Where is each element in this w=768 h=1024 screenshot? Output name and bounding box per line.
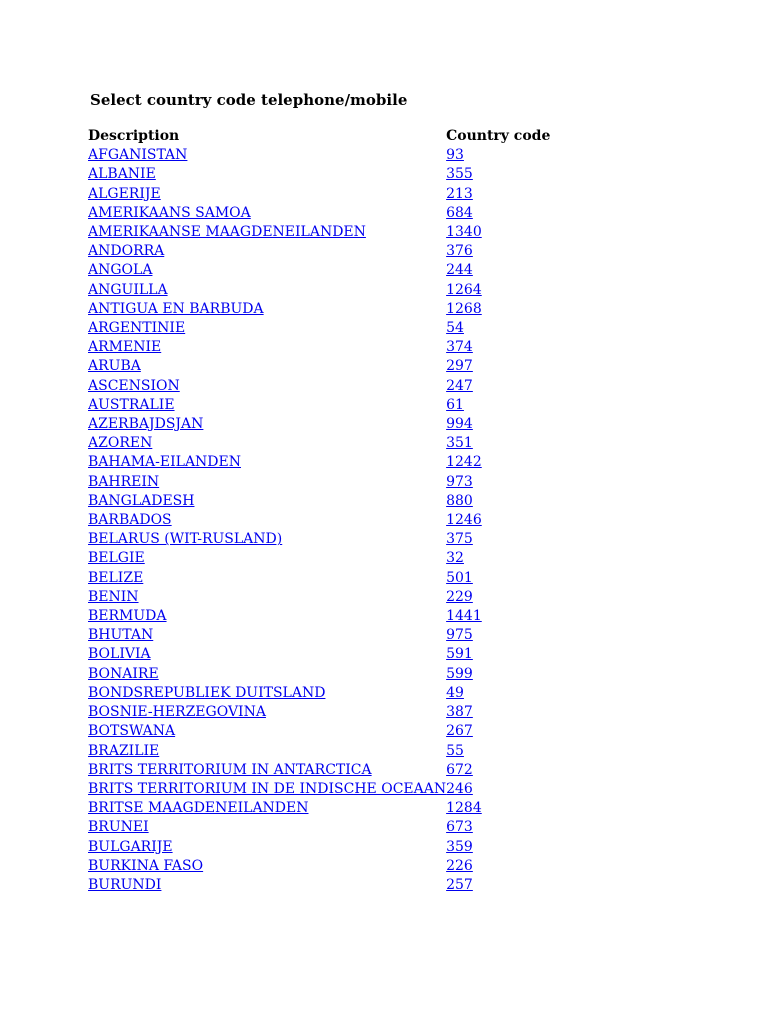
country-name-cell — [88, 799, 446, 818]
country-name-link[interactable]: BRITS TERRITORIUM IN ANTARCTICA — [88, 761, 372, 778]
country-code-link[interactable]: 375 — [446, 531, 473, 548]
table-row — [88, 761, 550, 780]
country-code-cell — [446, 281, 550, 300]
country-code-cell — [446, 838, 550, 857]
country-code-link[interactable]: 61 — [446, 396, 464, 413]
table-row — [88, 511, 550, 530]
table-row — [88, 377, 550, 396]
table-row — [88, 300, 550, 319]
country-name-cell — [88, 588, 446, 607]
country-code-cell — [446, 626, 550, 645]
country-code-link[interactable]: 55 — [446, 742, 464, 759]
country-code-cell — [446, 607, 550, 626]
country-name-cell — [88, 645, 446, 664]
country-name-link[interactable]: BENIN — [88, 588, 139, 605]
country-code-link[interactable]: 359 — [446, 838, 473, 855]
country-code-cell — [446, 415, 550, 434]
country-code-link[interactable]: 599 — [446, 665, 473, 682]
table-row — [88, 453, 550, 472]
country-code-cell — [446, 857, 550, 876]
country-name-cell — [88, 261, 446, 280]
country-code-cell — [446, 185, 550, 204]
country-name-link[interactable]: BULGARIJE — [88, 838, 173, 855]
country-name-link[interactable]: BHUTAN — [88, 627, 154, 644]
country-name-cell — [88, 684, 446, 703]
country-name-link[interactable]: BURKINA FASO — [88, 857, 204, 874]
country-code-cell — [446, 434, 550, 453]
table-header-row — [88, 127, 550, 146]
country-name-link[interactable]: BRUNEI — [88, 819, 149, 836]
country-name-cell — [88, 473, 446, 492]
country-code-link[interactable]: 374 — [446, 339, 473, 356]
country-name-link[interactable]: AMERIKAANSE MAAGDENEILANDEN — [88, 224, 366, 241]
table-row — [88, 780, 550, 799]
table-row — [88, 319, 550, 338]
country-code-link[interactable]: 32 — [446, 550, 464, 567]
table-row — [88, 185, 550, 204]
country-code-link[interactable]: 673 — [446, 819, 473, 836]
country-code-cell — [446, 473, 550, 492]
country-name-link[interactable]: BELIZE — [88, 569, 144, 586]
country-name-cell — [88, 453, 446, 472]
country-code-link[interactable]: 1246 — [446, 512, 482, 529]
country-code-cell — [446, 377, 550, 396]
country-name-cell — [88, 607, 446, 626]
table-row — [88, 204, 550, 223]
country-name-cell — [88, 300, 446, 319]
country-name-cell — [88, 492, 446, 511]
country-code-cell — [446, 319, 550, 338]
country-name-cell — [88, 626, 446, 645]
country-name-link[interactable]: ANGUILLA — [88, 281, 168, 298]
country-name-cell — [88, 857, 446, 876]
country-code-cell — [446, 761, 550, 780]
country-name-cell — [88, 357, 446, 376]
country-code-link[interactable]: 297 — [446, 358, 473, 375]
country-code-link[interactable]: 684 — [446, 204, 473, 221]
country-code-link[interactable]: 501 — [446, 569, 473, 586]
country-name-link[interactable]: ARUBA — [88, 358, 141, 375]
table-row — [88, 473, 550, 492]
country-code-link[interactable]: 246 — [446, 780, 473, 797]
country-code-cell — [446, 242, 550, 261]
country-name-link[interactable]: BONAIRE — [88, 665, 159, 682]
country-name-link[interactable]: ASCENSION — [88, 377, 180, 394]
country-name-cell — [88, 242, 446, 261]
country-code-cell — [446, 645, 550, 664]
country-code-cell — [446, 204, 550, 223]
country-code-link[interactable]: 49 — [446, 684, 464, 701]
table-row — [88, 645, 550, 664]
country-name-cell — [88, 838, 446, 857]
country-name-link[interactable]: AZOREN — [88, 435, 153, 452]
country-name-link[interactable]: AUSTRALIE — [88, 396, 175, 413]
country-code-cell — [446, 703, 550, 722]
table-row — [88, 415, 550, 434]
country-name-link[interactable]: ALBANIE — [88, 166, 156, 183]
table-row — [88, 665, 550, 684]
country-code-cell — [446, 396, 550, 415]
table-row — [88, 242, 550, 261]
country-code-cell — [446, 492, 550, 511]
country-code-cell — [446, 453, 550, 472]
country-code-link[interactable]: 1441 — [446, 608, 482, 625]
country-name-cell — [88, 780, 446, 799]
country-name-cell — [88, 377, 446, 396]
country-code-cell — [446, 665, 550, 684]
country-code-link[interactable]: 376 — [446, 243, 473, 260]
country-code-link[interactable]: 975 — [446, 627, 473, 644]
country-code-cell — [446, 261, 550, 280]
country-code-link[interactable]: 213 — [446, 185, 473, 202]
country-name-cell — [88, 165, 446, 184]
country-code-link[interactable]: 1340 — [446, 224, 482, 241]
table-row — [88, 799, 550, 818]
description-column-header: Description — [88, 128, 180, 144]
table-row — [88, 607, 550, 626]
country-name-link[interactable]: BONDSREPUBLIEK DUITSLAND — [88, 684, 326, 701]
country-code-cell — [446, 530, 550, 549]
country-name-cell — [88, 185, 446, 204]
country-name-link[interactable]: BELGIE — [88, 550, 145, 567]
country-code-cell — [446, 338, 550, 357]
table-row — [88, 357, 550, 376]
country-name-cell — [88, 511, 446, 530]
table-row — [88, 722, 550, 741]
table-row — [88, 492, 550, 511]
country-code-cell — [446, 569, 550, 588]
country-code-link[interactable]: 54 — [446, 320, 464, 337]
country-code-cell — [446, 223, 550, 242]
country-code-link[interactable]: 351 — [446, 435, 473, 452]
country-code-link[interactable]: 247 — [446, 377, 473, 394]
country-name-cell — [88, 665, 446, 684]
country-code-cell — [446, 780, 550, 799]
table-row — [88, 281, 550, 300]
table-row — [88, 146, 550, 165]
country-code-link[interactable]: 1284 — [446, 800, 482, 817]
country-name-link[interactable]: BOTSWANA — [88, 723, 176, 740]
country-name-cell — [88, 223, 446, 242]
country-name-link[interactable]: BERMUDA — [88, 608, 167, 625]
country-code-link[interactable]: 257 — [446, 876, 473, 893]
country-code-link[interactable]: 267 — [446, 723, 473, 740]
country-name-link[interactable]: ALGERIJE — [88, 185, 161, 202]
country-code-link[interactable]: 244 — [446, 262, 473, 279]
table-row — [88, 818, 550, 837]
country-name-link[interactable]: ANDORRA — [88, 243, 165, 260]
country-name-link[interactable]: ARGENTINIE — [88, 320, 186, 337]
table-row — [88, 261, 550, 280]
country-name-cell — [88, 818, 446, 837]
country-name-link[interactable]: AMERIKAANS SAMOA — [88, 204, 251, 221]
table-row — [88, 165, 550, 184]
country-code-cell — [446, 722, 550, 741]
country-name-cell — [88, 319, 446, 338]
country-name-cell — [88, 338, 446, 357]
country-code-link[interactable]: 387 — [446, 704, 473, 721]
country-code-cell — [446, 588, 550, 607]
country-code-column-header: Country code — [446, 128, 551, 144]
country-name-cell — [88, 549, 446, 568]
country-code-link[interactable]: 1268 — [446, 300, 482, 317]
country-name-cell — [88, 434, 446, 453]
table-row — [88, 684, 550, 703]
country-name-link[interactable]: BRITSE MAAGDENEILANDEN — [88, 800, 309, 817]
table-row — [88, 338, 550, 357]
country-name-link[interactable]: BANGLADESH — [88, 492, 195, 509]
country-code-cell — [446, 799, 550, 818]
country-name-link[interactable]: BAHAMA-EILANDEN — [88, 454, 241, 471]
country-name-cell — [88, 396, 446, 415]
country-name-link[interactable]: ANGOLA — [88, 262, 153, 279]
table-row — [88, 396, 550, 415]
country-code-cell — [446, 818, 550, 837]
country-name-link[interactable]: BURUNDI — [88, 876, 162, 893]
country-code-link[interactable]: 93 — [446, 147, 464, 164]
table-row — [88, 703, 550, 722]
country-code-table — [88, 127, 550, 895]
country-code-link[interactable]: 229 — [446, 588, 473, 605]
country-name-link[interactable]: BARBADOS — [88, 512, 172, 529]
country-name-cell — [88, 761, 446, 780]
country-name-link[interactable]: BOSNIE-HERZEGOVINA — [88, 704, 266, 721]
country-code-link[interactable]: 672 — [446, 761, 473, 778]
country-name-link[interactable]: BRITS TERRITORIUM IN DE INDISCHE OCEAAN — [88, 780, 447, 797]
table-row — [88, 742, 550, 761]
country-code-link[interactable]: 226 — [446, 857, 473, 874]
table-row — [88, 434, 550, 453]
country-code-cell — [446, 146, 550, 165]
country-code-link[interactable]: 1264 — [446, 281, 482, 298]
country-name-link[interactable]: BRAZILIE — [88, 742, 160, 759]
country-name-cell — [88, 569, 446, 588]
table-row — [88, 569, 550, 588]
country-name-link[interactable]: ARMENIE — [88, 339, 162, 356]
table-row — [88, 838, 550, 857]
country-code-cell — [446, 357, 550, 376]
country-name-cell — [88, 415, 446, 434]
country-code-link[interactable]: 973 — [446, 473, 473, 490]
country-code-cell — [446, 684, 550, 703]
country-name-cell — [88, 204, 446, 223]
country-name-cell — [88, 146, 446, 165]
country-code-link[interactable]: 355 — [446, 166, 473, 183]
country-code-cell — [446, 549, 550, 568]
country-name-cell — [88, 742, 446, 761]
country-code-cell — [446, 165, 550, 184]
country-code-link[interactable]: 880 — [446, 492, 473, 509]
country-code-cell — [446, 300, 550, 319]
country-code-link[interactable]: 994 — [446, 416, 473, 433]
country-name-cell — [88, 722, 446, 741]
table-row — [88, 876, 550, 895]
country-list — [88, 146, 550, 895]
country-code-cell — [446, 742, 550, 761]
table-row — [88, 549, 550, 568]
country-code-cell — [446, 511, 550, 530]
country-name-cell — [88, 703, 446, 722]
country-code-link[interactable]: 1242 — [446, 454, 482, 471]
country-name-link[interactable]: BOLIVIA — [88, 646, 151, 663]
country-name-cell — [88, 530, 446, 549]
page-title: Select country code telephone/mobile — [90, 91, 408, 109]
country-name-link[interactable]: AFGANISTAN — [88, 147, 188, 164]
table-row — [88, 530, 550, 549]
country-code-link[interactable]: 591 — [446, 646, 473, 663]
country-code-cell — [446, 876, 550, 895]
table-row — [88, 223, 550, 242]
table-row — [88, 626, 550, 645]
country-name-link[interactable]: BAHREIN — [88, 473, 160, 490]
table-row — [88, 588, 550, 607]
country-name-link[interactable]: BELARUS (WIT-RUSLAND) — [88, 531, 283, 548]
country-name-link[interactable]: ANTIGUA EN BARBUDA — [88, 300, 264, 317]
table-row — [88, 857, 550, 876]
country-name-cell — [88, 281, 446, 300]
country-name-cell — [88, 876, 446, 895]
country-name-link[interactable]: AZERBAJDSJAN — [88, 416, 204, 433]
